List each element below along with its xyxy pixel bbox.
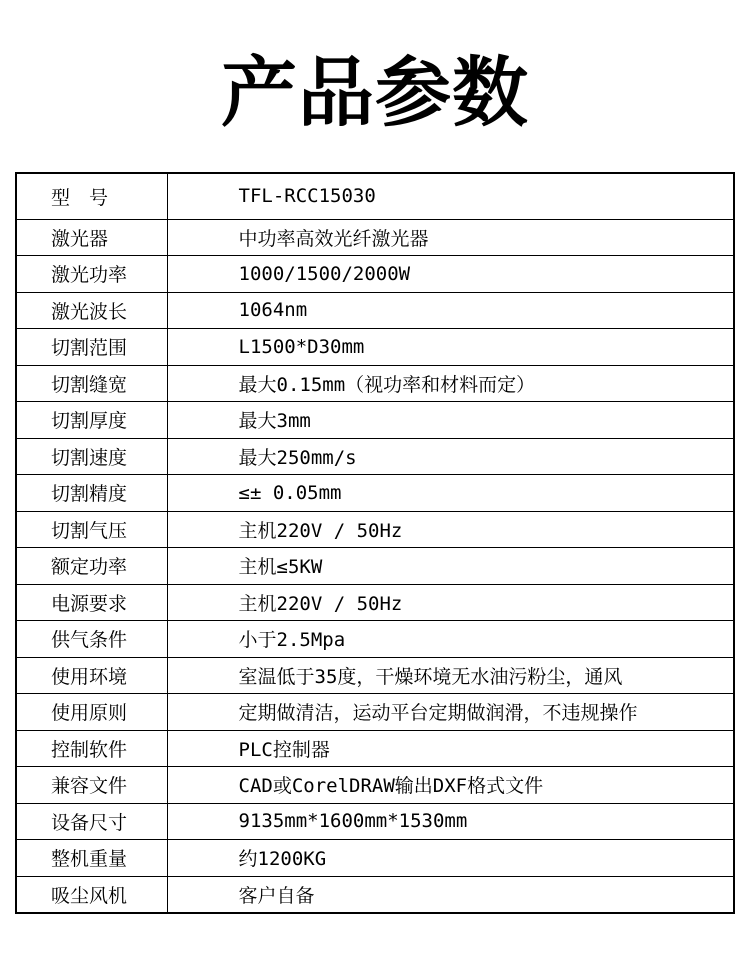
param-label: 激光功率 (16, 256, 167, 293)
param-label: 激光器 (16, 219, 167, 256)
table-row (16, 548, 734, 585)
table-row (16, 876, 734, 913)
param-label: 整机重量 (16, 840, 167, 877)
param-value: 小于2.5Mpa (167, 621, 734, 658)
param-label: 切割精度 (16, 475, 167, 512)
param-value: 9135mm*1600mm*1530mm (167, 803, 734, 840)
param-label: 吸尘风机 (16, 876, 167, 913)
param-value: L1500*D30mm (167, 329, 734, 366)
param-label: 切割气压 (16, 511, 167, 548)
param-label: 型 号 (16, 173, 167, 219)
param-value: CAD或CorelDRAW输出DXF格式文件 (167, 767, 734, 804)
param-value: 最大0.15mm（视功率和材料而定） (167, 365, 734, 402)
table-row (16, 256, 734, 293)
param-label: 使用环境 (16, 657, 167, 694)
table-row (16, 694, 734, 731)
param-label: 设备尺寸 (16, 803, 167, 840)
table-row (16, 219, 734, 256)
param-value: 主机220V / 50Hz (167, 584, 734, 621)
param-label: 切割范围 (16, 329, 167, 366)
param-value: 主机≤5KW (167, 548, 734, 585)
param-value: ≤± 0.05mm (167, 475, 734, 512)
param-label: 额定功率 (16, 548, 167, 585)
param-value: 客户自备 (167, 876, 734, 913)
param-label: 供气条件 (16, 621, 167, 658)
param-label: 使用原则 (16, 694, 167, 731)
table-row (16, 292, 734, 329)
table-row (16, 767, 734, 804)
page-title: 产品参数 (221, 51, 529, 136)
table-row (16, 730, 734, 767)
param-value: 定期做清洁，运动平台定期做润滑，不违规操作 (167, 694, 734, 731)
param-label: 切割速度 (16, 438, 167, 475)
table-row (16, 621, 734, 658)
param-label: 切割缝宽 (16, 365, 167, 402)
param-label: 切割厚度 (16, 402, 167, 439)
table-row (16, 511, 734, 548)
table-row (16, 365, 734, 402)
table-row (16, 329, 734, 366)
table-row (16, 657, 734, 694)
param-label: 控制软件 (16, 730, 167, 767)
param-value: TFL-RCC15030 (167, 173, 734, 219)
param-value: 1000/1500/2000W (167, 256, 734, 293)
param-value: 约1200KG (167, 840, 734, 877)
table-row (16, 438, 734, 475)
table-row (16, 803, 734, 840)
table-row (16, 584, 734, 621)
param-value: 最大250mm/s (167, 438, 734, 475)
table-row (16, 402, 734, 439)
table-row (16, 840, 734, 877)
param-label: 激光波长 (16, 292, 167, 329)
param-label: 电源要求 (16, 584, 167, 621)
spec-table (15, 172, 735, 914)
param-label: 兼容文件 (16, 767, 167, 804)
param-value: 主机220V / 50Hz (167, 511, 734, 548)
table-row (16, 173, 734, 219)
param-value: 最大3mm (167, 402, 734, 439)
table-row (16, 475, 734, 512)
param-value: 室温低于35度，干燥环境无水油污粉尘，通风 (167, 657, 734, 694)
param-value: PLC控制器 (167, 730, 734, 767)
param-value: 中功率高效光纤激光器 (167, 219, 734, 256)
param-value: 1064nm (167, 292, 734, 329)
